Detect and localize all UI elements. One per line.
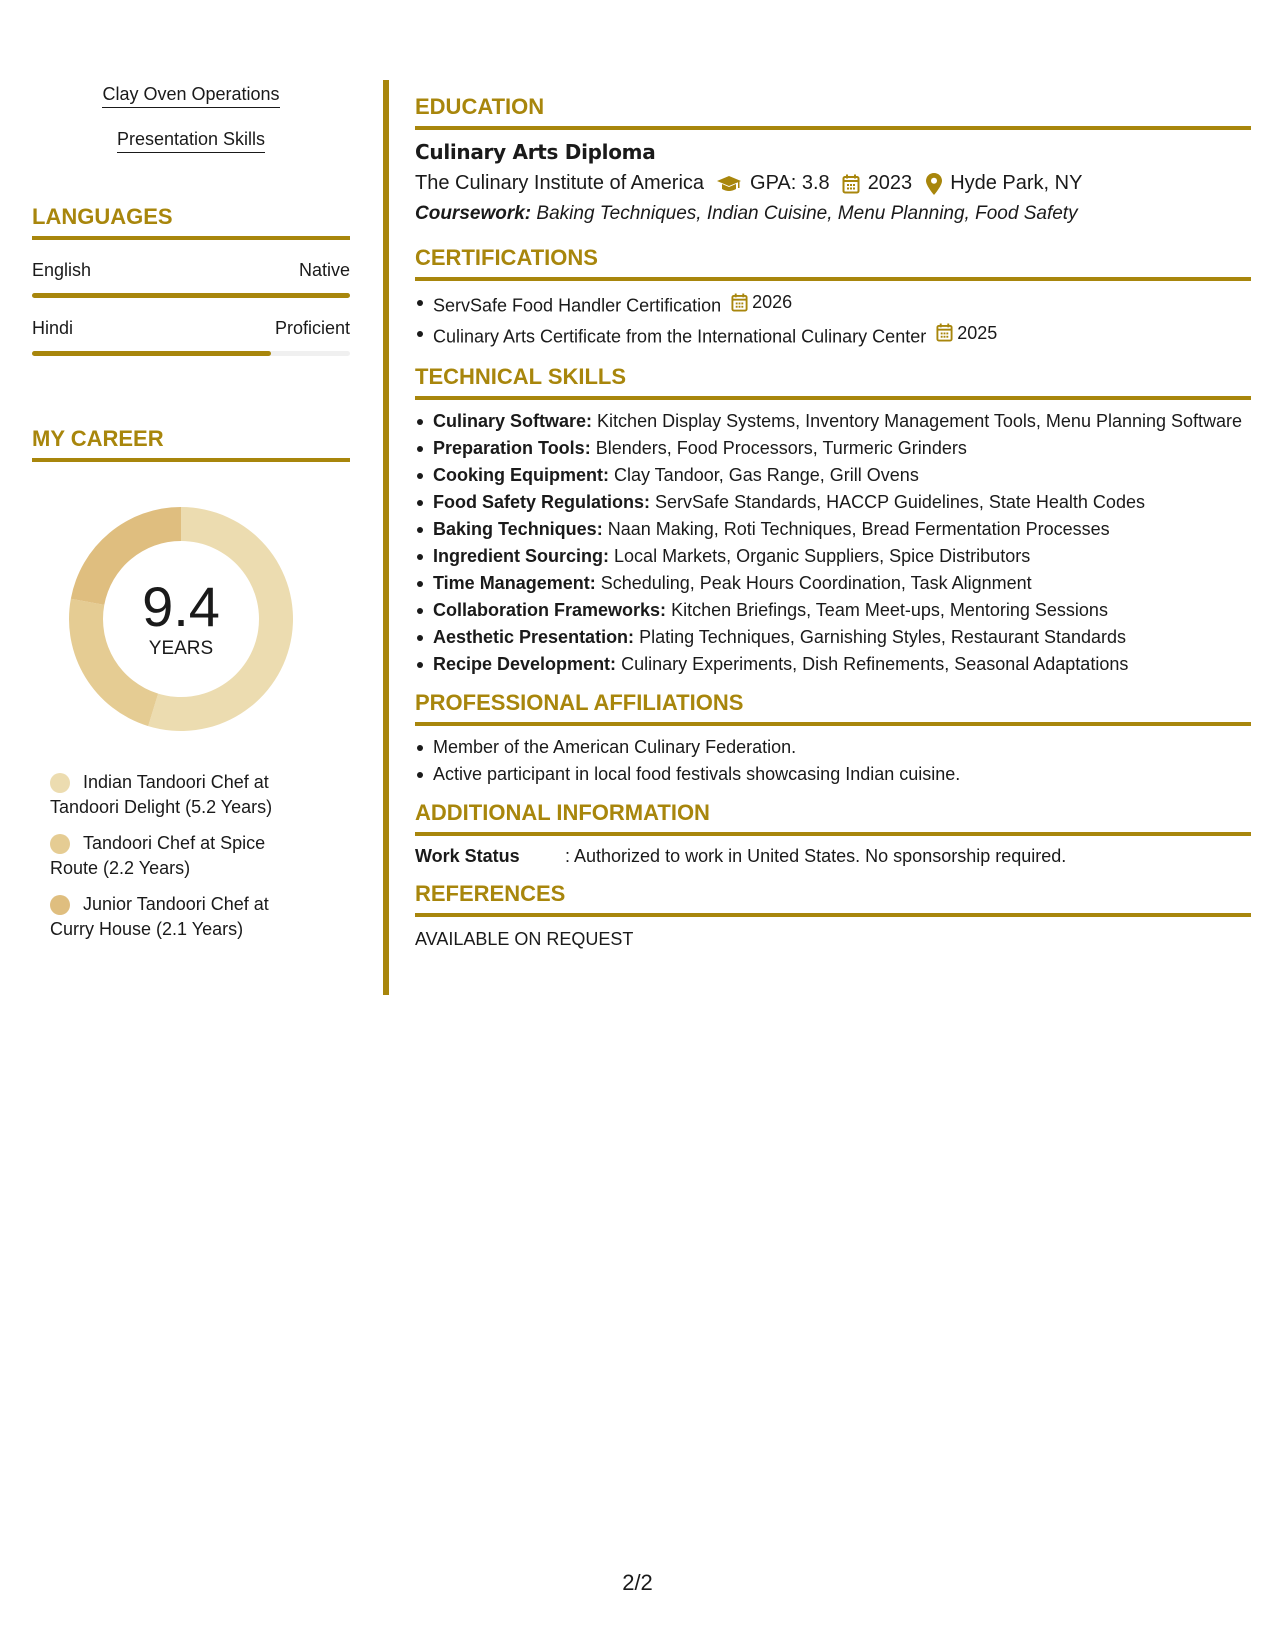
affiliations-list [415, 735, 1251, 786]
technical-skill-item [415, 625, 1251, 649]
career-legend-item: Indian Tandoori Chef at Tandoori Delight (5.2 Years) [50, 772, 273, 817]
skill-tag: Clay Oven Operations [32, 84, 350, 119]
skill-tag: Presentation Skills [32, 129, 350, 164]
degree: Culinary Arts Diploma [415, 140, 656, 164]
education-section [415, 94, 1251, 225]
technical-skills-section [415, 364, 1251, 676]
skill-category: Recipe Development: [433, 654, 617, 674]
skill-category: Aesthetic Presentation: [433, 627, 635, 647]
languages-section [32, 204, 350, 356]
additional-info-title: ADDITIONAL INFORMATION [415, 800, 1251, 836]
technical-skill-item [415, 571, 1251, 595]
skill-values: Naan Making, Roti Techniques, Bread Fermentation Processes [607, 519, 1110, 539]
skill-values: ServSafe Standards, HACCP Guidelines, State Health Codes [655, 492, 1145, 512]
language-proficiency-bar [32, 351, 350, 356]
education-location: Hyde Park, NY [950, 172, 1083, 194]
certification-item: ServSafe Food Handler Certification 2026 [415, 290, 1251, 318]
skill-values: Culinary Experiments, Dish Refinements, Seasonal Adaptations [621, 654, 1129, 674]
sidebar [32, 80, 350, 953]
affiliations-title: PROFESSIONAL AFFILIATIONS [415, 690, 1251, 726]
coursework-list: Baking Techniques, Indian Cuisine, Menu Planning, Food Safety [536, 203, 1078, 224]
language-proficiency-bar [32, 293, 350, 298]
skill-values: Clay Tandoor, Gas Range, Grill Ovens [614, 465, 919, 485]
skill-values: Local Markets, Organic Suppliers, Spice Distributors [614, 546, 1031, 566]
language-proficiency-fill [32, 351, 271, 356]
graduation-year: 2023 [867, 172, 913, 194]
technical-skill-item [415, 652, 1251, 676]
career-legend [32, 770, 350, 942]
calendar-icon [731, 293, 748, 312]
skill-category: Baking Techniques: [433, 519, 603, 539]
skill-values: Blenders, Food Processors, Turmeric Grinders [595, 438, 967, 458]
career-total-unit: YEARS [148, 638, 214, 659]
page-number: 2/2 [622, 1570, 653, 1595]
skill-category: Preparation Tools: [433, 438, 591, 458]
skill-category: Cooking Equipment: [433, 465, 609, 485]
skill-category: Culinary Software: [433, 411, 593, 431]
career-title: MY CAREER [32, 426, 350, 462]
legend-dot [50, 895, 70, 915]
career-section [32, 426, 350, 942]
main-content [415, 80, 1251, 950]
references-section [415, 881, 1251, 950]
career-donut-chart [66, 504, 296, 734]
certifications-list [415, 290, 1251, 348]
technical-skill-item [415, 544, 1251, 568]
career-total-value: 9.4 [142, 575, 220, 638]
certification-year: 2026 [752, 292, 793, 312]
language-item [32, 318, 350, 356]
career-legend-item: Junior Tandoori Chef at Curry House (2.1 Years) [50, 894, 269, 939]
coursework-label: Coursework: [415, 203, 532, 224]
language-item [32, 260, 350, 298]
skill-values: Kitchen Briefings, Team Meet-ups, Mentoring Sessions [671, 600, 1108, 620]
language-name: Hindi [32, 318, 74, 338]
legend-dot [50, 773, 70, 793]
certification-item: Culinary Arts Certificate from the International Culinary Center 2025 [415, 321, 1251, 349]
column-divider [383, 80, 389, 995]
technical-skill-item [415, 409, 1251, 433]
work-status-label: Work Status [415, 846, 520, 866]
education-details [415, 172, 1251, 195]
skill-category: Food Safety Regulations: [433, 492, 651, 512]
calendar-icon [936, 323, 953, 342]
certifications-title: CERTIFICATIONS [415, 245, 1251, 281]
language-level: Proficient [274, 318, 350, 338]
skill-category: Ingredient Sourcing: [433, 546, 610, 566]
gpa: GPA: 3.8 [750, 172, 830, 194]
certifications-section [415, 245, 1251, 348]
references-title: REFERENCES [415, 881, 1251, 917]
work-status [415, 846, 1251, 867]
coursework [415, 203, 1251, 225]
languages-title: LANGUAGES [32, 204, 350, 240]
skill-values: Plating Techniques, Garnishing Styles, Restaurant Standards [639, 627, 1127, 647]
skill-category: Collaboration Frameworks: [433, 600, 667, 620]
technical-skill-item [415, 598, 1251, 622]
technical-skills-title: TECHNICAL SKILLS [415, 364, 1251, 400]
affiliations-section [415, 690, 1251, 786]
location-pin-icon [926, 173, 942, 195]
legend-dot [50, 834, 70, 854]
school-name: The Culinary Institute of America [415, 172, 705, 194]
technical-skills-list [415, 409, 1251, 676]
language-level: Native [298, 260, 350, 280]
technical-skill-item [415, 436, 1251, 460]
technical-skill-item [415, 517, 1251, 541]
additional-info-section [415, 800, 1251, 867]
affiliation-item: Active participant in local food festivals showcasing Indian cuisine. [415, 762, 1251, 786]
skill-values: Kitchen Display Systems, Inventory Management Tools, Menu Planning Software [597, 411, 1243, 431]
career-legend-item: Tandoori Chef at Spice Route (2.2 Years) [50, 833, 266, 878]
work-status-value: : Authorized to work in United States. No sponsorship required. [565, 846, 1067, 866]
certification-year: 2025 [957, 322, 998, 343]
language-proficiency-fill [32, 293, 350, 298]
skill-category: Time Management: [433, 573, 596, 593]
graduation-cap-icon [716, 175, 742, 193]
skill-values: Scheduling, Peak Hours Coordination, Task Alignment [600, 573, 1032, 593]
references-text: AVAILABLE ON REQUEST [415, 929, 634, 949]
technical-skill-item [415, 490, 1251, 514]
affiliation-item: Member of the American Culinary Federation. [415, 735, 1251, 759]
education-title: EDUCATION [415, 94, 1251, 130]
calendar-icon [842, 174, 860, 194]
language-name: English [32, 260, 92, 280]
technical-skill-item [415, 463, 1251, 487]
